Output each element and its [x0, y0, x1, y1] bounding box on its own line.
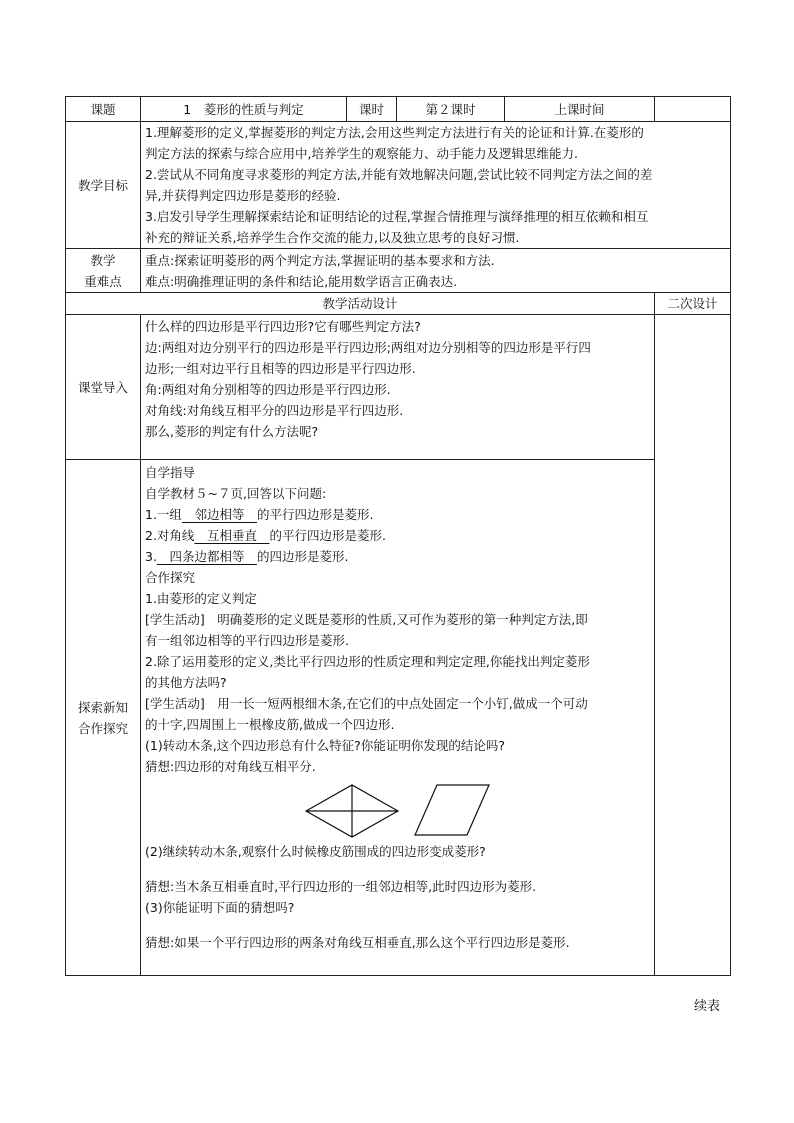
rhombus-figure [304, 783, 400, 839]
difficult-point: 难点:明确推理证明的条件和结论,能用数学语言正确表达. [145, 273, 458, 289]
step-1: (1)转动木条,这个四边形总有什么特征?你能证明你发现的结论吗? [145, 738, 505, 753]
step-2: (2)继续转动木条,观察什么时候橡皮筋围成的四边形变成菱形? [145, 844, 486, 859]
goals-label: 教学目标 [66, 122, 141, 249]
lesson-plan-table [65, 96, 731, 976]
goals-line: 判定方法的探索与综合应用中,培养学生的观察能力、动手能力及逻辑思维能力. [145, 146, 578, 161]
guess-3: 猜想:如果一个平行四边形的两条对角线互相垂直,那么这个平行四边形是菱形. [145, 935, 570, 950]
activity-design-header: 教学活动设计 [66, 293, 655, 315]
time-value [655, 97, 731, 122]
intro-line: 边形;一组对边平行且相等的四边形是平行四边形. [145, 361, 416, 376]
topic-value: 1 菱形的性质与判定 [141, 97, 347, 122]
intro-line: 什么样的四边形是平行四边形?它有哪些判定方法? [145, 319, 421, 334]
goals-line: 2.尝试从不同角度寻求菱形的判定方法,并能有效地解决问题,尝试比较不同判定方法之间的差 [145, 167, 653, 182]
explore-label: 探索新知 合作探究 [66, 460, 141, 976]
period-label: 课时 [347, 97, 397, 122]
goals-content [141, 122, 731, 249]
intro-line: 角:两组对角分别相等的四边形是平行四边形. [145, 382, 391, 397]
intro-line: 那么,菱形的判定有什么方法呢? [145, 424, 319, 439]
goals-line: 异,并获得判定四边形是菱形的经验. [145, 188, 341, 203]
key-point: 重点:探索证明菱形的两个判定方法,掌握证明的基本要求和方法. [145, 252, 495, 268]
activity-header-row [66, 293, 731, 315]
key-points-row [66, 249, 731, 293]
self-study-title: 自学指导 [145, 465, 196, 480]
paragraph-2-line: 2.除了运用菱形的定义,类比平行四边形的性质定理和判定定理,你能找出判定菱形 [145, 654, 590, 669]
key-points-label: 教学 重难点 [66, 249, 141, 293]
answer-blank-3: 四条边都相等 [156, 549, 257, 564]
header-row [66, 97, 731, 122]
intro-row [66, 315, 731, 460]
goals-line: 1.理解菱形的定义,掌握菱形的判定方法,会用这些判定方法进行有关的论证和计算.在菱形的 [145, 125, 644, 140]
question-3: 3. 四条边都相等 的四边形是菱形. [145, 549, 349, 564]
goals-row [66, 122, 731, 249]
intro-line: 对角线:对角线互相平分的四边形是平行四边形. [145, 403, 404, 418]
self-study-line: 自学教材５~７页,回答以下问题: [145, 486, 327, 501]
parallelogram-figure [413, 783, 491, 837]
time-label: 上课时间 [505, 97, 655, 122]
definition-title: 1.由菱形的定义判定 [145, 591, 257, 606]
explore-row [66, 460, 731, 976]
explore-content [141, 460, 655, 976]
activity-2-line: [学生活动] 用一长一短两根细木条,在它们的中点处固定一个小钉,做成一个可动 [145, 696, 588, 711]
activity-1-line: [学生活动] 明确菱形的定义既是菱形的性质,又可作为菱形的第一种判定方法,即 [145, 612, 588, 627]
intro-content [141, 315, 655, 460]
coop-title: 合作探究 [145, 570, 196, 585]
period-value: 第２课时 [397, 97, 505, 122]
continued-label: 续表 [693, 999, 720, 1014]
topic-label: 课题 [66, 97, 141, 122]
question-1: 1.一组 邻边相等 的平行四边形是菱形. [145, 507, 374, 522]
key-points-content [141, 249, 731, 293]
second-design-cell [655, 315, 731, 976]
guess-1: 猜想:四边形的对角线互相平分. [145, 759, 316, 774]
guess-2: 猜想:当木条互相垂直时,平行四边形的一组邻边相等,此时四边形为菱形. [145, 879, 537, 894]
intro-label: 课堂导入 [66, 315, 141, 460]
goals-line: 补充的辩证关系,培养学生合作交流的能力,以及独立思考的良好习惯. [145, 230, 520, 245]
answer-blank-2: 互相垂直 [194, 528, 270, 543]
question-2: 2.对角线 互相垂直 的平行四边形是菱形. [145, 528, 386, 543]
paragraph-2-line: 的其他方法吗? [145, 675, 227, 690]
activity-1-line: 有一组邻边相等的平行四边形是菱形. [145, 633, 349, 648]
second-design-header: 二次设计 [655, 293, 731, 315]
activity-2-line: 的十字,四周围上一根橡皮筋,做成一个四边形. [145, 717, 395, 732]
goals-line: 3.启发引导学生理解探索结论和证明结论的过程,掌握合情推理与演绎推理的相互依赖和相互 [145, 209, 649, 224]
answer-blank-1: 邻边相等 [181, 507, 257, 522]
step-3: (3)你能证明下面的猜想吗? [145, 900, 295, 915]
figures [145, 777, 650, 841]
intro-line: 边:两组对边分别平行的四边形是平行四边形;两组对边分别相等的四边形是平行四 [145, 340, 591, 355]
